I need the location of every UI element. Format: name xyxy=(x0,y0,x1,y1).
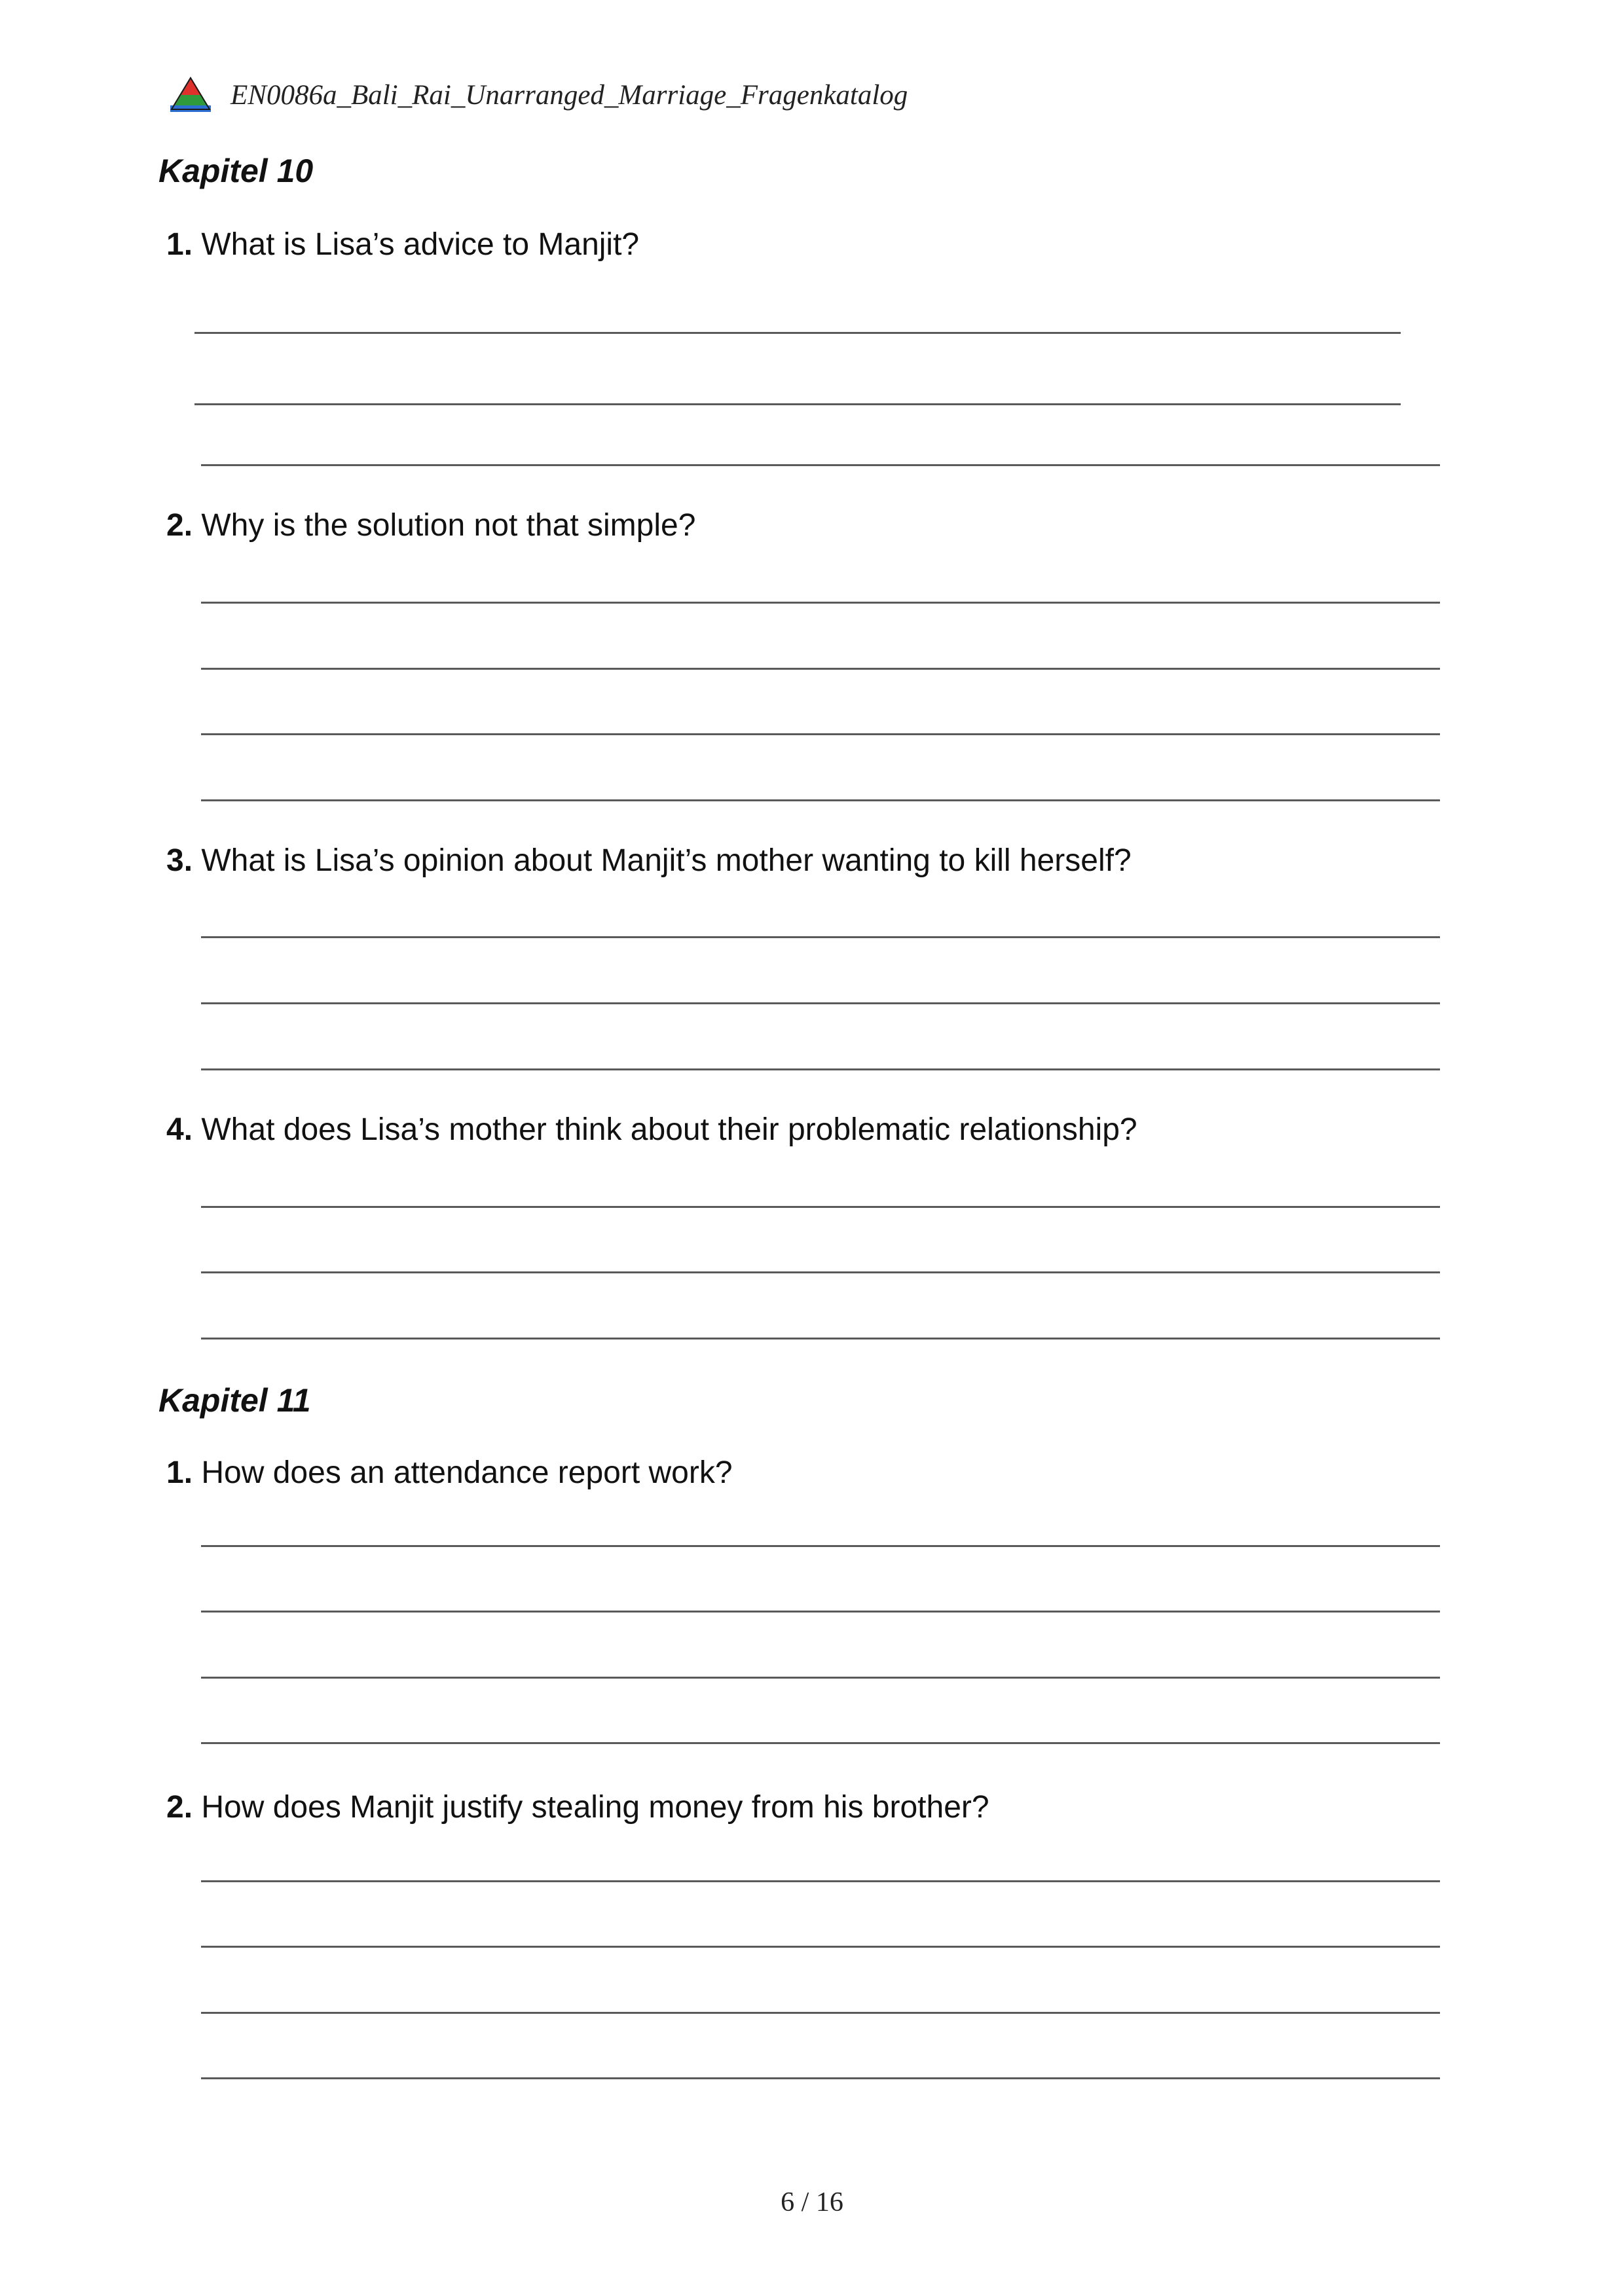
question-text: What is Lisa’s opinion about Manjit’s mother wanting to kill herself? xyxy=(201,843,1132,878)
answer-line[interactable] xyxy=(201,1611,1440,1613)
answer-line[interactable] xyxy=(201,1338,1440,1339)
answer-line[interactable] xyxy=(201,936,1440,938)
question-text: Why is the solution not that simple? xyxy=(201,508,696,543)
question xyxy=(166,843,1132,879)
answer-line[interactable] xyxy=(201,2012,1440,2014)
question-text: What is Lisa’s advice to Manjit? xyxy=(201,227,640,262)
colorful-mountain-logo-icon xyxy=(169,77,212,113)
question-text: How does an attendance report work? xyxy=(201,1455,733,1490)
answer-line[interactable] xyxy=(194,332,1401,334)
question-text: How does Manjit justify stealing money from his brother? xyxy=(201,1790,989,1825)
answer-line[interactable] xyxy=(201,1002,1440,1004)
answer-line[interactable] xyxy=(201,1271,1440,1273)
question-number: 1. xyxy=(166,1455,193,1490)
question-number: 4. xyxy=(166,1112,193,1147)
answer-line[interactable] xyxy=(201,602,1440,604)
question-number: 2. xyxy=(166,508,193,543)
answer-line[interactable] xyxy=(201,733,1440,735)
question xyxy=(166,1112,1137,1148)
answer-line[interactable] xyxy=(201,2077,1440,2079)
question xyxy=(166,227,639,263)
answer-line[interactable] xyxy=(201,799,1440,801)
question-number: 2. xyxy=(166,1790,193,1825)
answer-line[interactable] xyxy=(201,668,1440,670)
answer-line[interactable] xyxy=(201,464,1440,466)
answer-line[interactable] xyxy=(194,403,1401,405)
chapter-heading: Kapitel 11 xyxy=(158,1382,311,1419)
question-number: 3. xyxy=(166,843,193,878)
answer-line[interactable] xyxy=(201,1880,1440,1882)
chapter-heading: Kapitel 10 xyxy=(158,153,314,189)
answer-line[interactable] xyxy=(201,1677,1440,1679)
question xyxy=(166,1789,989,1825)
answer-line[interactable] xyxy=(201,1946,1440,1948)
page-number: 6 / 16 xyxy=(781,2187,843,2217)
question-number: 1. xyxy=(166,227,193,262)
answer-line[interactable] xyxy=(201,1742,1440,1744)
document-title: EN0086a_Bali_Rai_Unarranged_Marriage_Fragenkatalog xyxy=(231,79,908,111)
answer-line[interactable] xyxy=(201,1545,1440,1547)
answer-line[interactable] xyxy=(201,1068,1440,1070)
question-text: What does Lisa’s mother think about their problematic relationship? xyxy=(201,1112,1137,1147)
document-header xyxy=(169,72,908,118)
question xyxy=(166,1455,733,1491)
question xyxy=(166,507,695,543)
answer-line[interactable] xyxy=(201,1206,1440,1208)
